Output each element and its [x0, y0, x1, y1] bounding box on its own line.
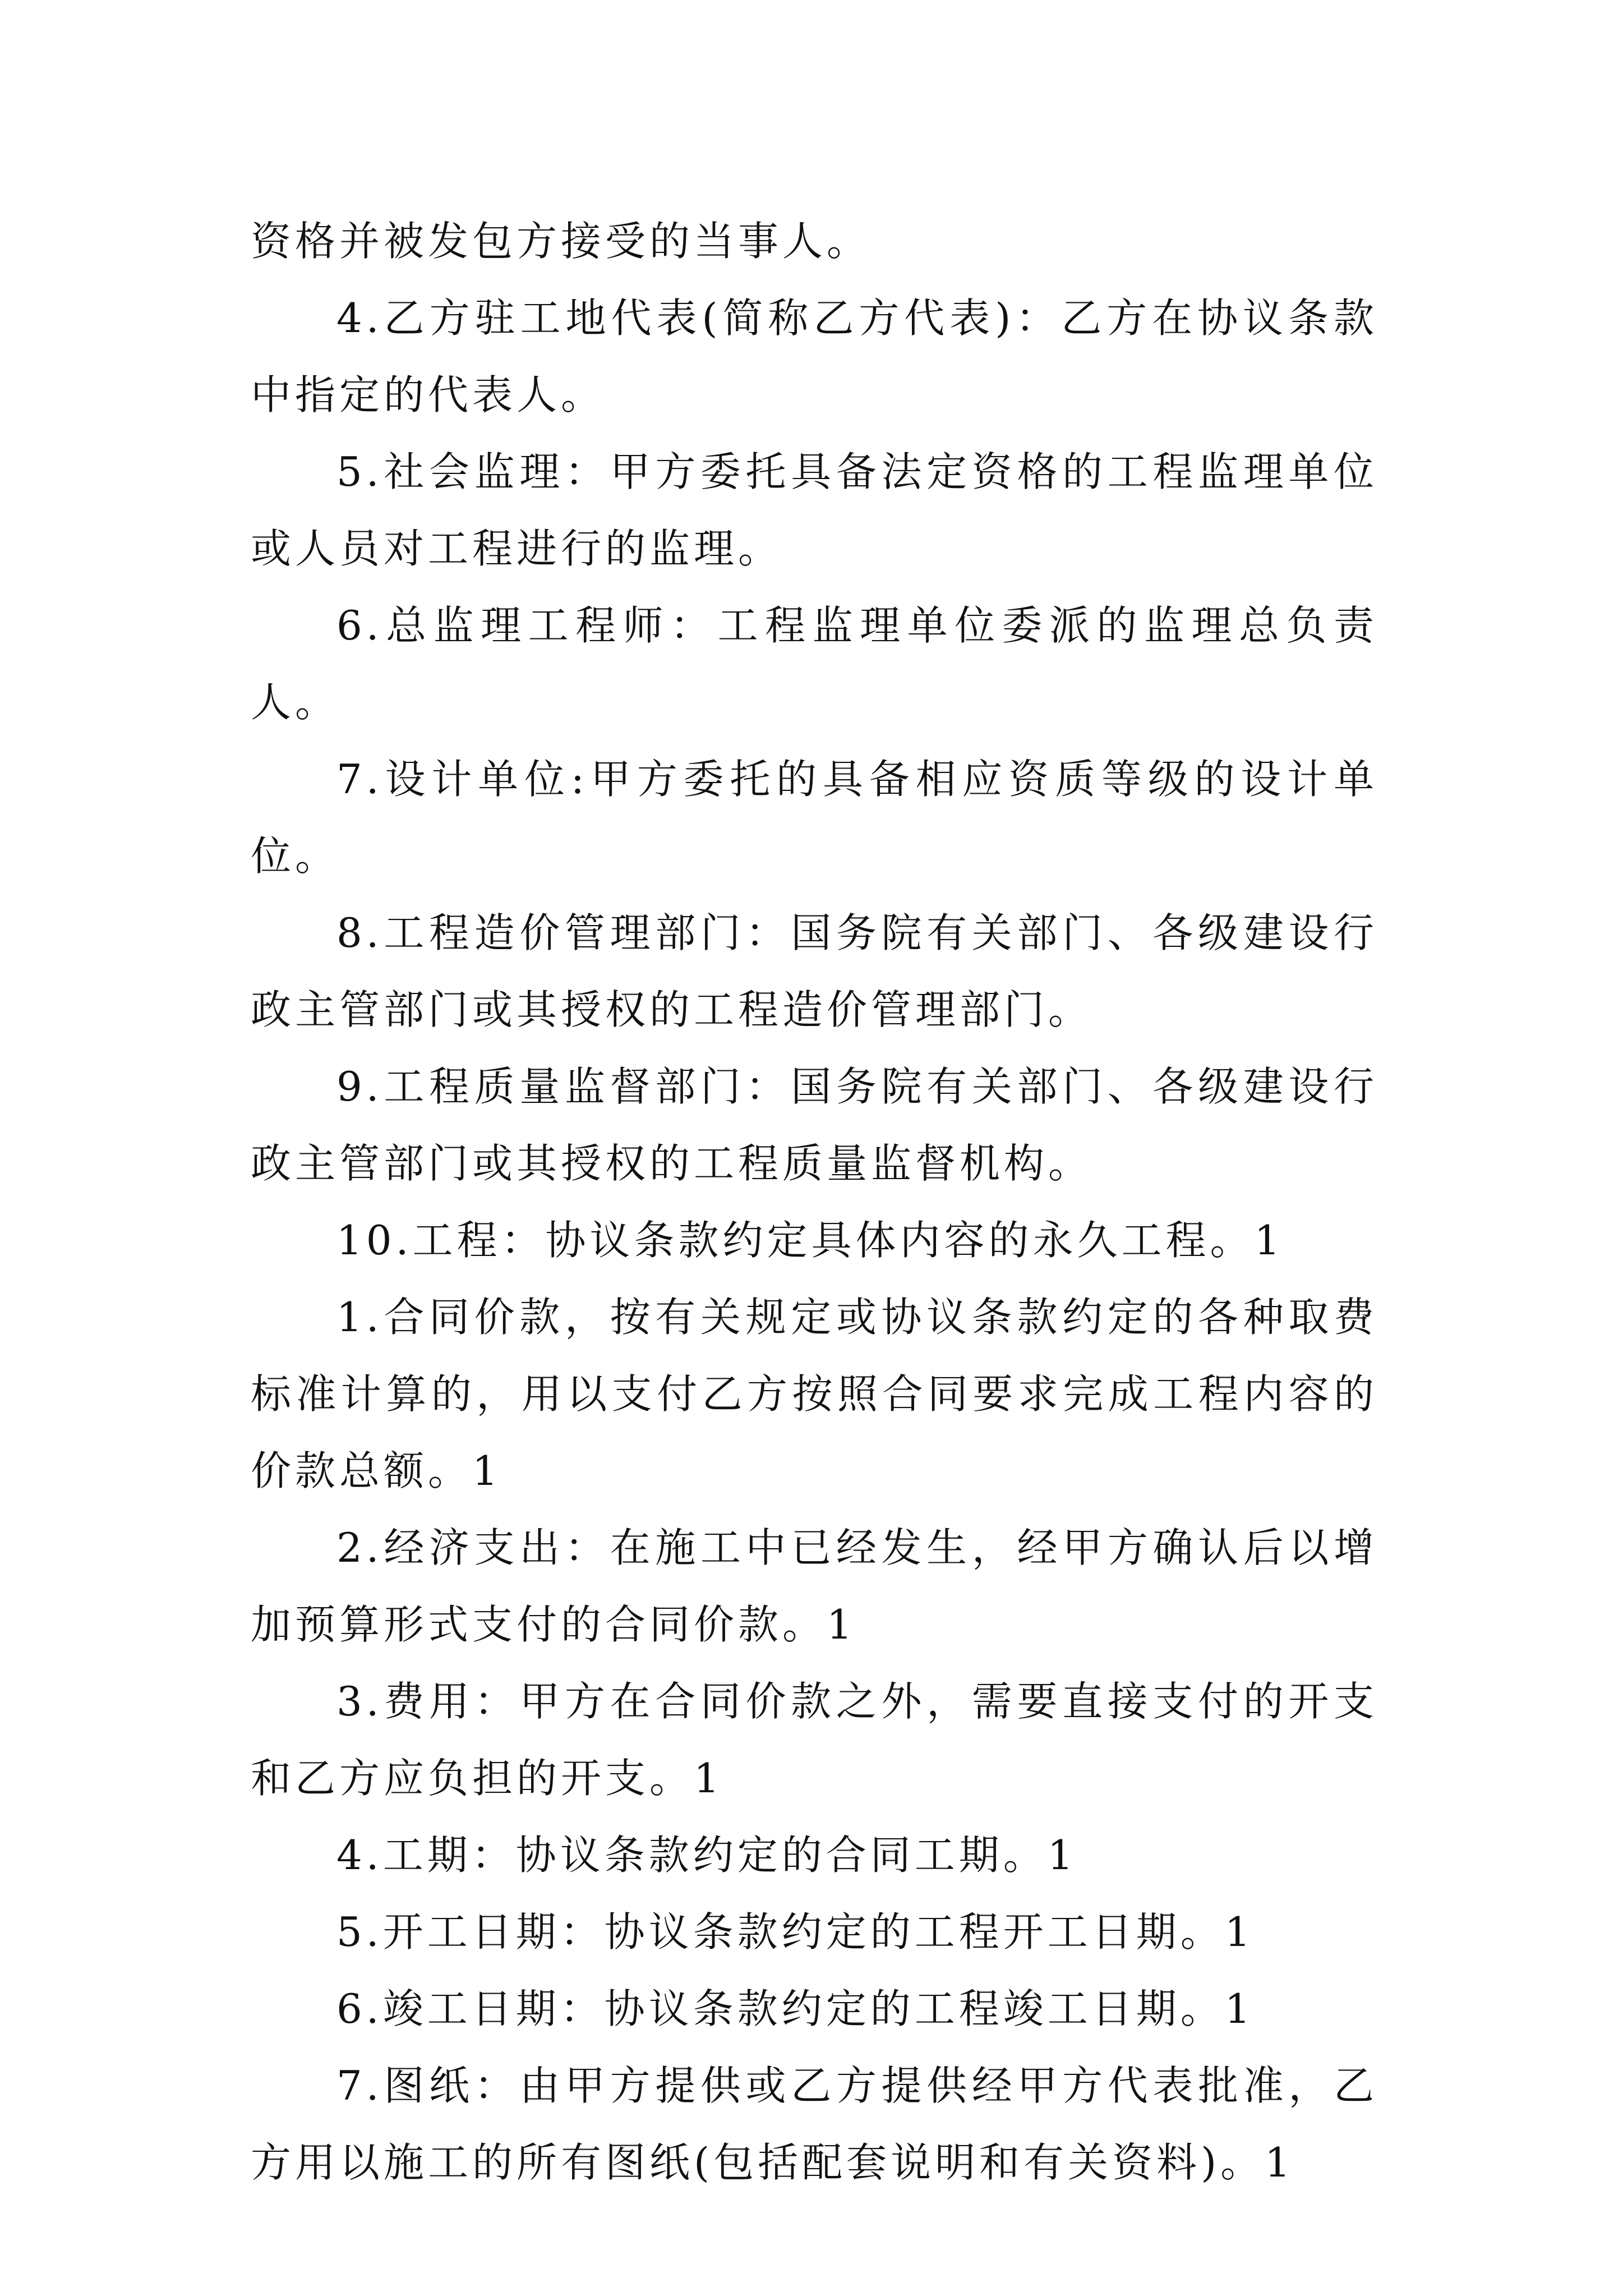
paragraph-design-unit: 7.设计单位:甲方委托的具备相应资质等级的设计单位。 [251, 756, 1378, 880]
paragraph-expenses: 3.费用：甲方在合同价款之外，需要直接支付的开支和乙方应负担的开支。1 [251, 1678, 1378, 1802]
document-body [251, 203, 1378, 2201]
paragraph-chief-supervising-engineer: 6.总监理工程师：工程监理单位委派的监理总负责人。 [251, 602, 1378, 726]
paragraph-contractor-site-representative: 4.乙方驻工地代表(简称乙方代表)：乙方在协议条款中指定的代表人。 [251, 295, 1378, 418]
paragraph-social-supervision: 5.社会监理：甲方委托具备法定资格的工程监理单位或人员对工程进行的监理。 [251, 448, 1378, 572]
paragraph-continuation: 资格并被发包方接受的当事人。 [251, 218, 872, 265]
paragraph-contract-price: 1.合同价款，按有关规定或协议条款约定的各种取费标准计算的，用以支付乙方按照合同要求完成工程内容的价款总额。1 [251, 1294, 1378, 1494]
paragraph-start-date: 5.开工日期：协议条款约定的工程开工日期。1 [336, 1908, 1255, 1955]
paragraph-completion-date: 6.竣工日期：协议条款约定的工程竣工日期。1 [336, 1985, 1255, 2032]
paragraph-drawings: 7.图纸：由甲方提供或乙方提供经甲方代表批准，乙方用以施工的所有图纸(包括配套说明和有关资料)。1 [251, 2062, 1378, 2186]
paragraph-quality-supervision-department: 9.工程质量监督部门：国务院有关部门、各级建设行政主管部门或其授权的工程质量监督机构。 [251, 1063, 1378, 1187]
paragraph-cost-management-department: 8.工程造价管理部门：国务院有关部门、各级建设行政主管部门或其授权的工程造价管理部门。 [251, 909, 1378, 1033]
paragraph-economic-expenditure: 2.经济支出：在施工中已经发生，经甲方确认后以增加预算形式支付的合同价款。1 [251, 1524, 1378, 1648]
paragraph-construction-period: 4.工期：协议条款约定的合同工期。1 [336, 1832, 1077, 1879]
paragraph-project: 10.工程：协议条款约定具体内容的永久工程。1 [336, 1217, 1284, 1264]
